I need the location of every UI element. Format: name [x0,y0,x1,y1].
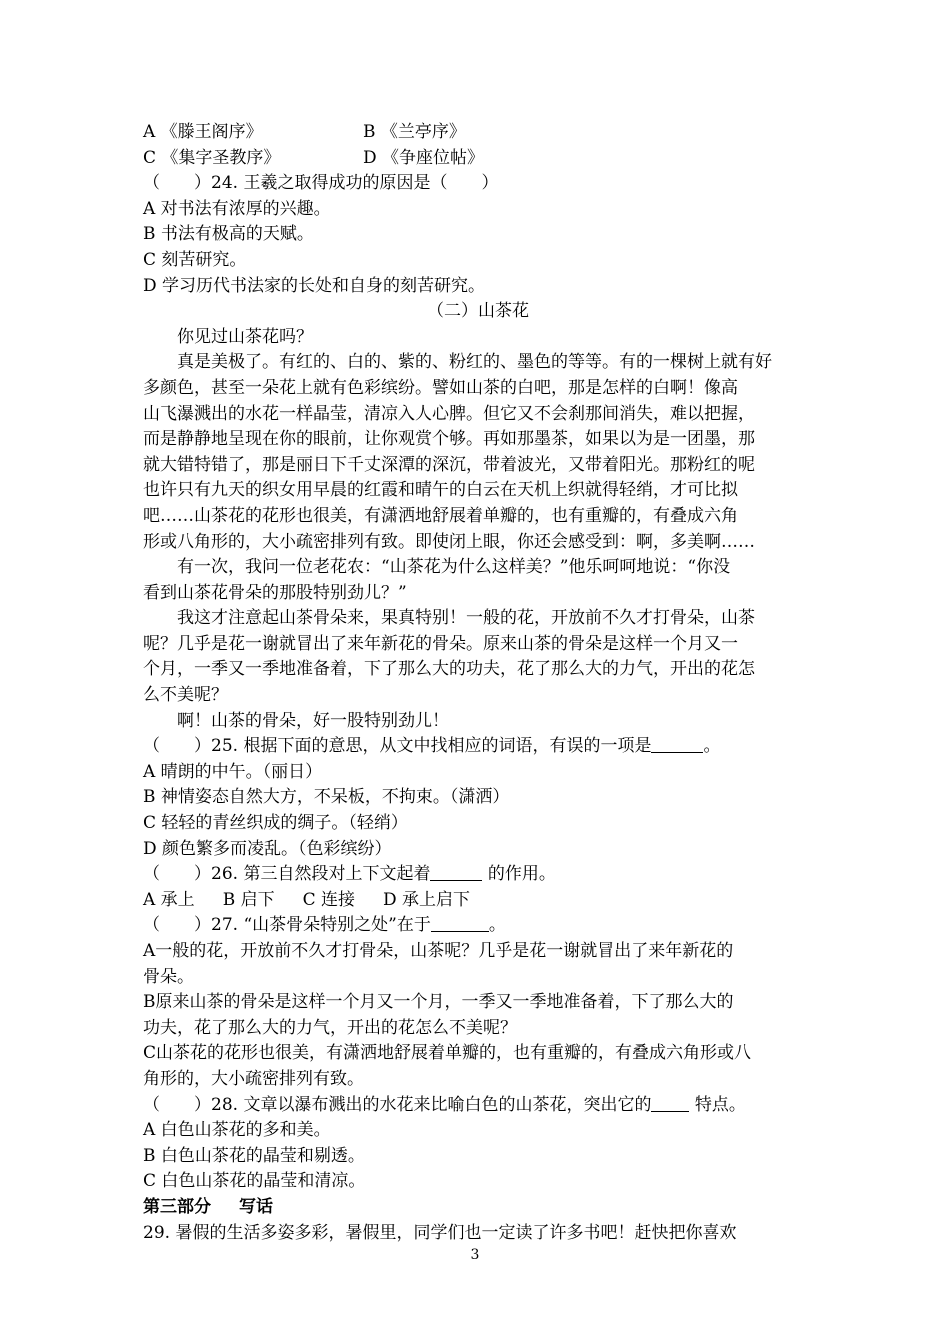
q24-stem: （ ）24. 王羲之取得成功的原因是（ ） [143,173,499,194]
q28-option-b: B 白色山茶花的晶莹和剔透。 [143,1145,365,1166]
q23-options-row-2 [143,146,813,172]
passage-line: 么不美呢？ [143,685,228,706]
q25-stem-text: （ ）25. 根据下面的意思，从文中找相应的词语，有误的一项是 [143,736,652,757]
q26-options [143,888,813,914]
passage-line: 也许只有九天的织女用早晨的红霞和晴午的白云在天机上织就得轻绡，才可比拟 [143,480,738,501]
q25-answer-blank [651,735,703,753]
q28-answer-blank [651,1094,689,1112]
passage-title: （二）山茶花 [427,301,529,322]
q27-option-line: A一般的花，开放前不久才打骨朵，山茶呢？几乎是花一谢就冒出了来年新花的 [143,941,734,961]
q25-option-b: B 神情姿态自然大方，不呆板，不拘束。（潇洒） [143,787,510,808]
q26-option-a: A 承上 [143,889,195,910]
passage-line: 个月，一季又一季地准备着，下了那么大的功夫，花了那么大的力气，开出的花怎 [143,659,755,680]
q27-stem [143,913,813,939]
q23-option-a: A 《滕王阁序》 [143,122,263,142]
passage-line: 多颜色，甚至一朵花上就有色彩缤纷。譬如山茶的白吧，那是怎样的白啊！像高 [143,377,738,398]
q27-option-line: B原来山茶的骨朵是这样一个月又一个月，一季又一季地准备着，下了那么大的 [143,992,734,1013]
q27-option-line: C山茶花的花形也很美，有潇洒地舒展着单瓣的，也有重瓣的，有叠成六角形或八 [143,1043,752,1064]
passage-line: 形或八角形的，大小疏密排列有致。即使闭上眼，你还会感受到：啊，多美啊…… [143,531,755,552]
q24-option-b: B 书法有极高的天赋。 [143,224,314,245]
q29-prompt: 29. 暑假的生活多姿多彩，暑假里，同学们也一定读了许多书吧！赶快把你喜欢 [143,1222,737,1243]
q23-option-c: C 《集字圣教序》 [143,147,281,168]
q27-option-line: 骨朵。 [143,966,194,987]
q27-stem-text: （ ）27. “山茶骨朵特别之处”在于 [143,915,431,936]
q26-option-c: C 连接 [302,889,356,910]
passage-line: 而是静静地呈现在你的眼前，让你观赏个够。再如那墨茶，如果以为是一团墨，那 [143,429,755,450]
passage-line: 真是美极了。有红的、白的、紫的、粉红的、墨色的等等。有的一棵树上就有好 [177,352,772,373]
q28-option-c: C 白色山茶花的晶莹和清凉。 [143,1171,366,1192]
passage-line: 呢？几乎是花一谢就冒出了来年新花的骨朵。原来山茶的骨朵是这样一个月又一 [143,633,738,654]
passage-line: 我这才注意起山茶骨朵来，果真特别！一般的花，开放前不久才打骨朵，山茶 [177,608,755,629]
q26-option-b: B 启下 [222,889,275,910]
page-content [143,120,813,1246]
q26-answer-blank [430,863,482,881]
page-number: 3 [470,1247,480,1263]
passage-line: 你见过山茶花吗？ [177,326,313,347]
q28-option-a: A 白色山茶花的多和美。 [143,1120,331,1141]
q26-stem-text: （ ）26. 第三自然段对上下文起着 [143,864,431,885]
q23-option-d: D 《争座位帖》 [363,147,485,168]
q27-answer-blank [431,914,489,932]
q28-stem-text: （ ）28. 文章以瀑布溅出的水花来比喻白色的山茶花，突出它的 [143,1094,652,1115]
q25-stem [143,734,813,760]
passage-line: 有一次，我问一位老花农：“山茶花为什么这样美？”他乐呵呵地说：“你没 [177,557,731,578]
q24-option-d: D 学习历代书法家的长处和自身的刻苦研究。 [143,275,486,296]
q26-stem [143,862,813,888]
q24-option-a: A 对书法有浓厚的兴趣。 [143,198,331,219]
q27-option-line: 角形的，大小疏密排列有致。 [143,1068,364,1089]
passage-line: 山飞瀑溅出的水花一样晶莹，清凉入人心脾。但它又不会刹那间消失，难以把握， [143,403,755,424]
passage-line: 就大错特错了，那是丽日下千丈深潭的深沉，带着波光，又带着阳光。那粉红的呢 [143,454,755,475]
part3-heading-number: 第三部分 [143,1196,211,1217]
q25-option-c: C 轻轻的青丝织成的绸子。（轻绡） [143,813,408,834]
q25-option-d: D 颜色繁多而凌乱。（色彩缤纷） [143,838,392,859]
q23-option-b: B 《兰亭序》 [363,122,466,142]
passage-line: 看到山茶花骨朵的那股特别劲儿？” [143,582,407,603]
q27-stem-suffix: 。 [488,915,506,936]
q23-options-row-1 [143,120,813,146]
part3-heading [143,1195,813,1221]
q28-stem-suffix: 特点。 [689,1094,746,1115]
q28-stem [143,1093,813,1119]
part3-heading-title: 写话 [239,1196,273,1217]
q27-option-line: 功夫，花了那么大的力气，开出的花怎么不美呢？ [143,1017,517,1038]
q26-stem-suffix: 的作用。 [482,864,556,885]
q25-option-a: A 晴朗的中午。（丽日） [143,761,323,782]
passage-line: 吧……山茶花的花形也很美，有潇洒地舒展着单瓣的，也有重瓣的，有叠成六角 [143,505,738,526]
q26-option-d: D 承上启下 [383,889,471,910]
passage-line: 啊！山茶的骨朵，好一股特别劲儿！ [177,710,449,731]
q25-stem-suffix: 。 [703,736,721,757]
q24-option-c: C 刻苦研究。 [143,249,247,270]
